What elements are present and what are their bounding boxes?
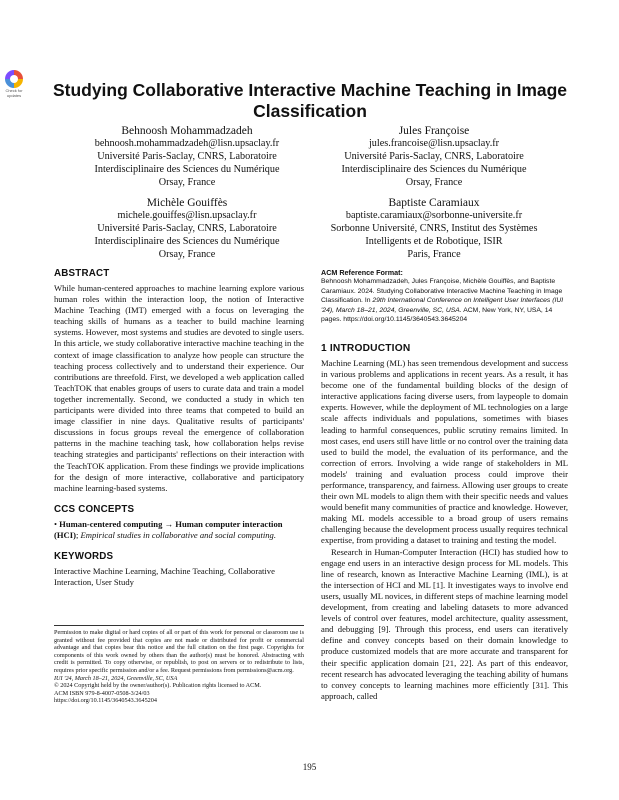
author-affiliation: Intelligents et de Robotique, ISIR [365,235,503,247]
author-email: baptiste.caramiaux@sorbonne-universite.fr [345,210,523,221]
right-column [321,268,568,702]
author-location: Orsay, France [405,176,463,188]
author-affiliation: Interdisciplinaire des Sciences du Numérique [341,163,527,175]
author-affiliation: Sorbonne Université, CNRS, Institut des Systèmes [330,222,538,234]
page-number: 195 [302,762,317,772]
acm-reference-text [321,277,568,325]
venue-line: IUI '24, March 18–21, 2024, Greenville, SC, USA [54,674,178,682]
author-block [304,196,564,262]
acm-ref-part1: Behnoosh Mohammadzadeh, Jules Françoise, Michèle Gouiffès, and Baptiste Caramiaux. 2024. Studying Collaborative Interactive Machine Teaching in Image Classification. In [321,278,563,305]
isbn-line: ACM ISBN 979-8-4007-0508-3/24/03 [54,689,150,697]
author-location: Paris, France [407,248,461,260]
author-email: behnoosh.mohammadzadeh@lisn.upsaclay.fr [94,138,280,149]
author-affiliation: Interdisciplinaire des Sciences du Numérique [94,163,280,175]
left-column [54,268,304,588]
author-name: Jules Françoise [398,125,470,137]
author-block [304,124,564,190]
acm-ref-part2: ACM, New York, NY, USA, 14 pages. https://doi.org/10.1145/3640543.3645204 [321,306,553,324]
paper-title: Studying Collaborative Interactive Machine Teaching in Image Classification [52,80,568,121]
author-affiliation: Interdisciplinaire des Sciences du Numérique [94,235,280,247]
abstract-heading: ABSTRACT [54,268,110,279]
author-name: Michèle Gouiffès [146,197,228,209]
author-affiliation: Université Paris-Saclay, CNRS, Laboratoire [97,150,277,162]
ccs-concepts [54,519,304,541]
copyright-line: © 2024 Copyright held by the owner/author(s). Publication rights licensed to ACM. [54,682,262,690]
intro-paragraph: Research in Human-Computer Interaction (HCI) has studied how to engage end users in an interactive design process for ML models. This line of research, known as Interactive Machine Learning (IML), is at the intersection of HCI and ML [1]. It investigates ways to involve end users, usually ML novices, in different steps of machine learning model development, from creating and labeling datasets to more advanced levels of control over features, model architecture, quality assessment, and debugging [9]. Through this process, end users can iteratively define and convey concepts based on their domain knowledge to produce customized models that are more accurate and transparent for their specific application domain [21, 22]. As part of this endeavor, recent research has advocated leveraging the teaching ability of humans to convey concepts to learning machines more efficiently [31]. This approach, called [321,546,568,701]
permission-text: Permission to make digital or hard copies of all or part of this work for personal or classroom use is granted without fee provided that copies are not made or distributed for profit or commercial advantage and that copies bear this notice and the full citation on the first page. Copyrights for components of this work owned by others than the author(s) must be honored. Abstracting with credit is permitted. To copy otherwise, or republish, to post on servers or to redistribute to lists, requires prior specific permission and/or a fee. Request permissions from permissions@acm.org. [54,629,304,674]
ccs-bullet: • [54,518,58,529]
intro-paragraph: Machine Learning (ML) has seen tremendous development and success in various problems and applications in recent years. As a result, it has become one of the fundamental building blocks of the design of interactive applications facing diverse users, from laypeople to domain experts. However, while the deployment of ML technologies on a large scale affects individuals and populations, sometimes with biases leading to harmful consequences, public scrutiny remains limited. In most cases, end users still have little or no control over the training data used to build the model, the evaluation of its performance, and the correction of errors. Involving a wide range of stakeholders in ML models' training and evaluation process could improve their performance, transparency, and fairness. Allowing user groups to create their own ML models to align them with their specific needs and values would benefit many communities of practice and knowledge. However, making ML models accessible to a broad group of users remains challenging because the development process usually requires technical expertise, from providing a dataset to training and testing the model. [321,357,568,546]
ccs-italic: Empirical studies in collaborative and social computing. [80,529,277,540]
doi-line[interactable]: https://doi.org/10.1145/3640543.3645204 [54,697,157,705]
author-affiliation: Université Paris-Saclay, CNRS, Laboratoire [97,222,277,234]
keywords-text: Interactive Machine Learning, Machine Teaching, Collaborative Interaction, User Study [54,565,275,588]
acm-reference-heading: ACM Reference Format: [321,268,403,277]
abstract-text: While human-centered approaches to machine learning explore various human roles within the interaction loop, the notion of Interactive Machine Teaching (IMT) emerged with a focus on leveraging the teaching skills of humans as a teacher to build machine learning systems. However, most systems and studies are devoted to single users. In this article, we study collaborative interactive machine teaching in the context of image classification to analyze how people can structure the teaching process collectively and to understand their experience. Our contributions are threefold. First, we developed a web application called TeachTOK that enables groups of users to curate data and train a model together incrementally. Second, we conducted a study in which ten participants were divided into three teams that competed to build an image classifier in nine days. Qualitative results of participants' discussions in focus groups reveal the emergence of collaboration patterns in the machine teaching task, how collaboration helps revise teaching strategies and participants' reflections on their interaction with the TeachTOK application. From these findings we provide implications for the design of more interactive, collaborative and participatory machine learning-based systems. [54,283,304,493]
introduction-heading: 1 INTRODUCTION [321,342,411,354]
author-location: Orsay, France [158,176,216,188]
author-block [57,196,317,262]
author-name: Behnoosh Mohammadzadeh [121,125,253,137]
acm-ref-venue: 29th International Conference on Intelligent User Interfaces (IUI '24), March 18–21, 2024, Greenville, SC, USA. [321,297,564,314]
check-for-updates-badge[interactable] [2,70,26,98]
author-affiliation: Université Paris-Saclay, CNRS, Laboratoire [344,150,524,162]
author-location: Orsay, France [158,248,216,260]
crossmark-icon [5,70,23,88]
badge-label: Check for updates [5,88,23,98]
ccs-separator: ; [75,529,81,540]
author-email: jules.francoise@lisn.upsaclay.fr [368,138,500,149]
ccs-bold: Human-centered computing → Human computer interaction (HCI) [54,518,283,540]
author-block [57,124,317,190]
permission-footnote [54,625,304,705]
ccs-heading: CCS CONCEPTS [54,503,135,515]
author-email: michele.gouiffes@lisn.upsaclay.fr [117,210,257,221]
keywords-heading: KEYWORDS [54,550,114,562]
author-name: Baptiste Caramiaux [388,197,480,209]
